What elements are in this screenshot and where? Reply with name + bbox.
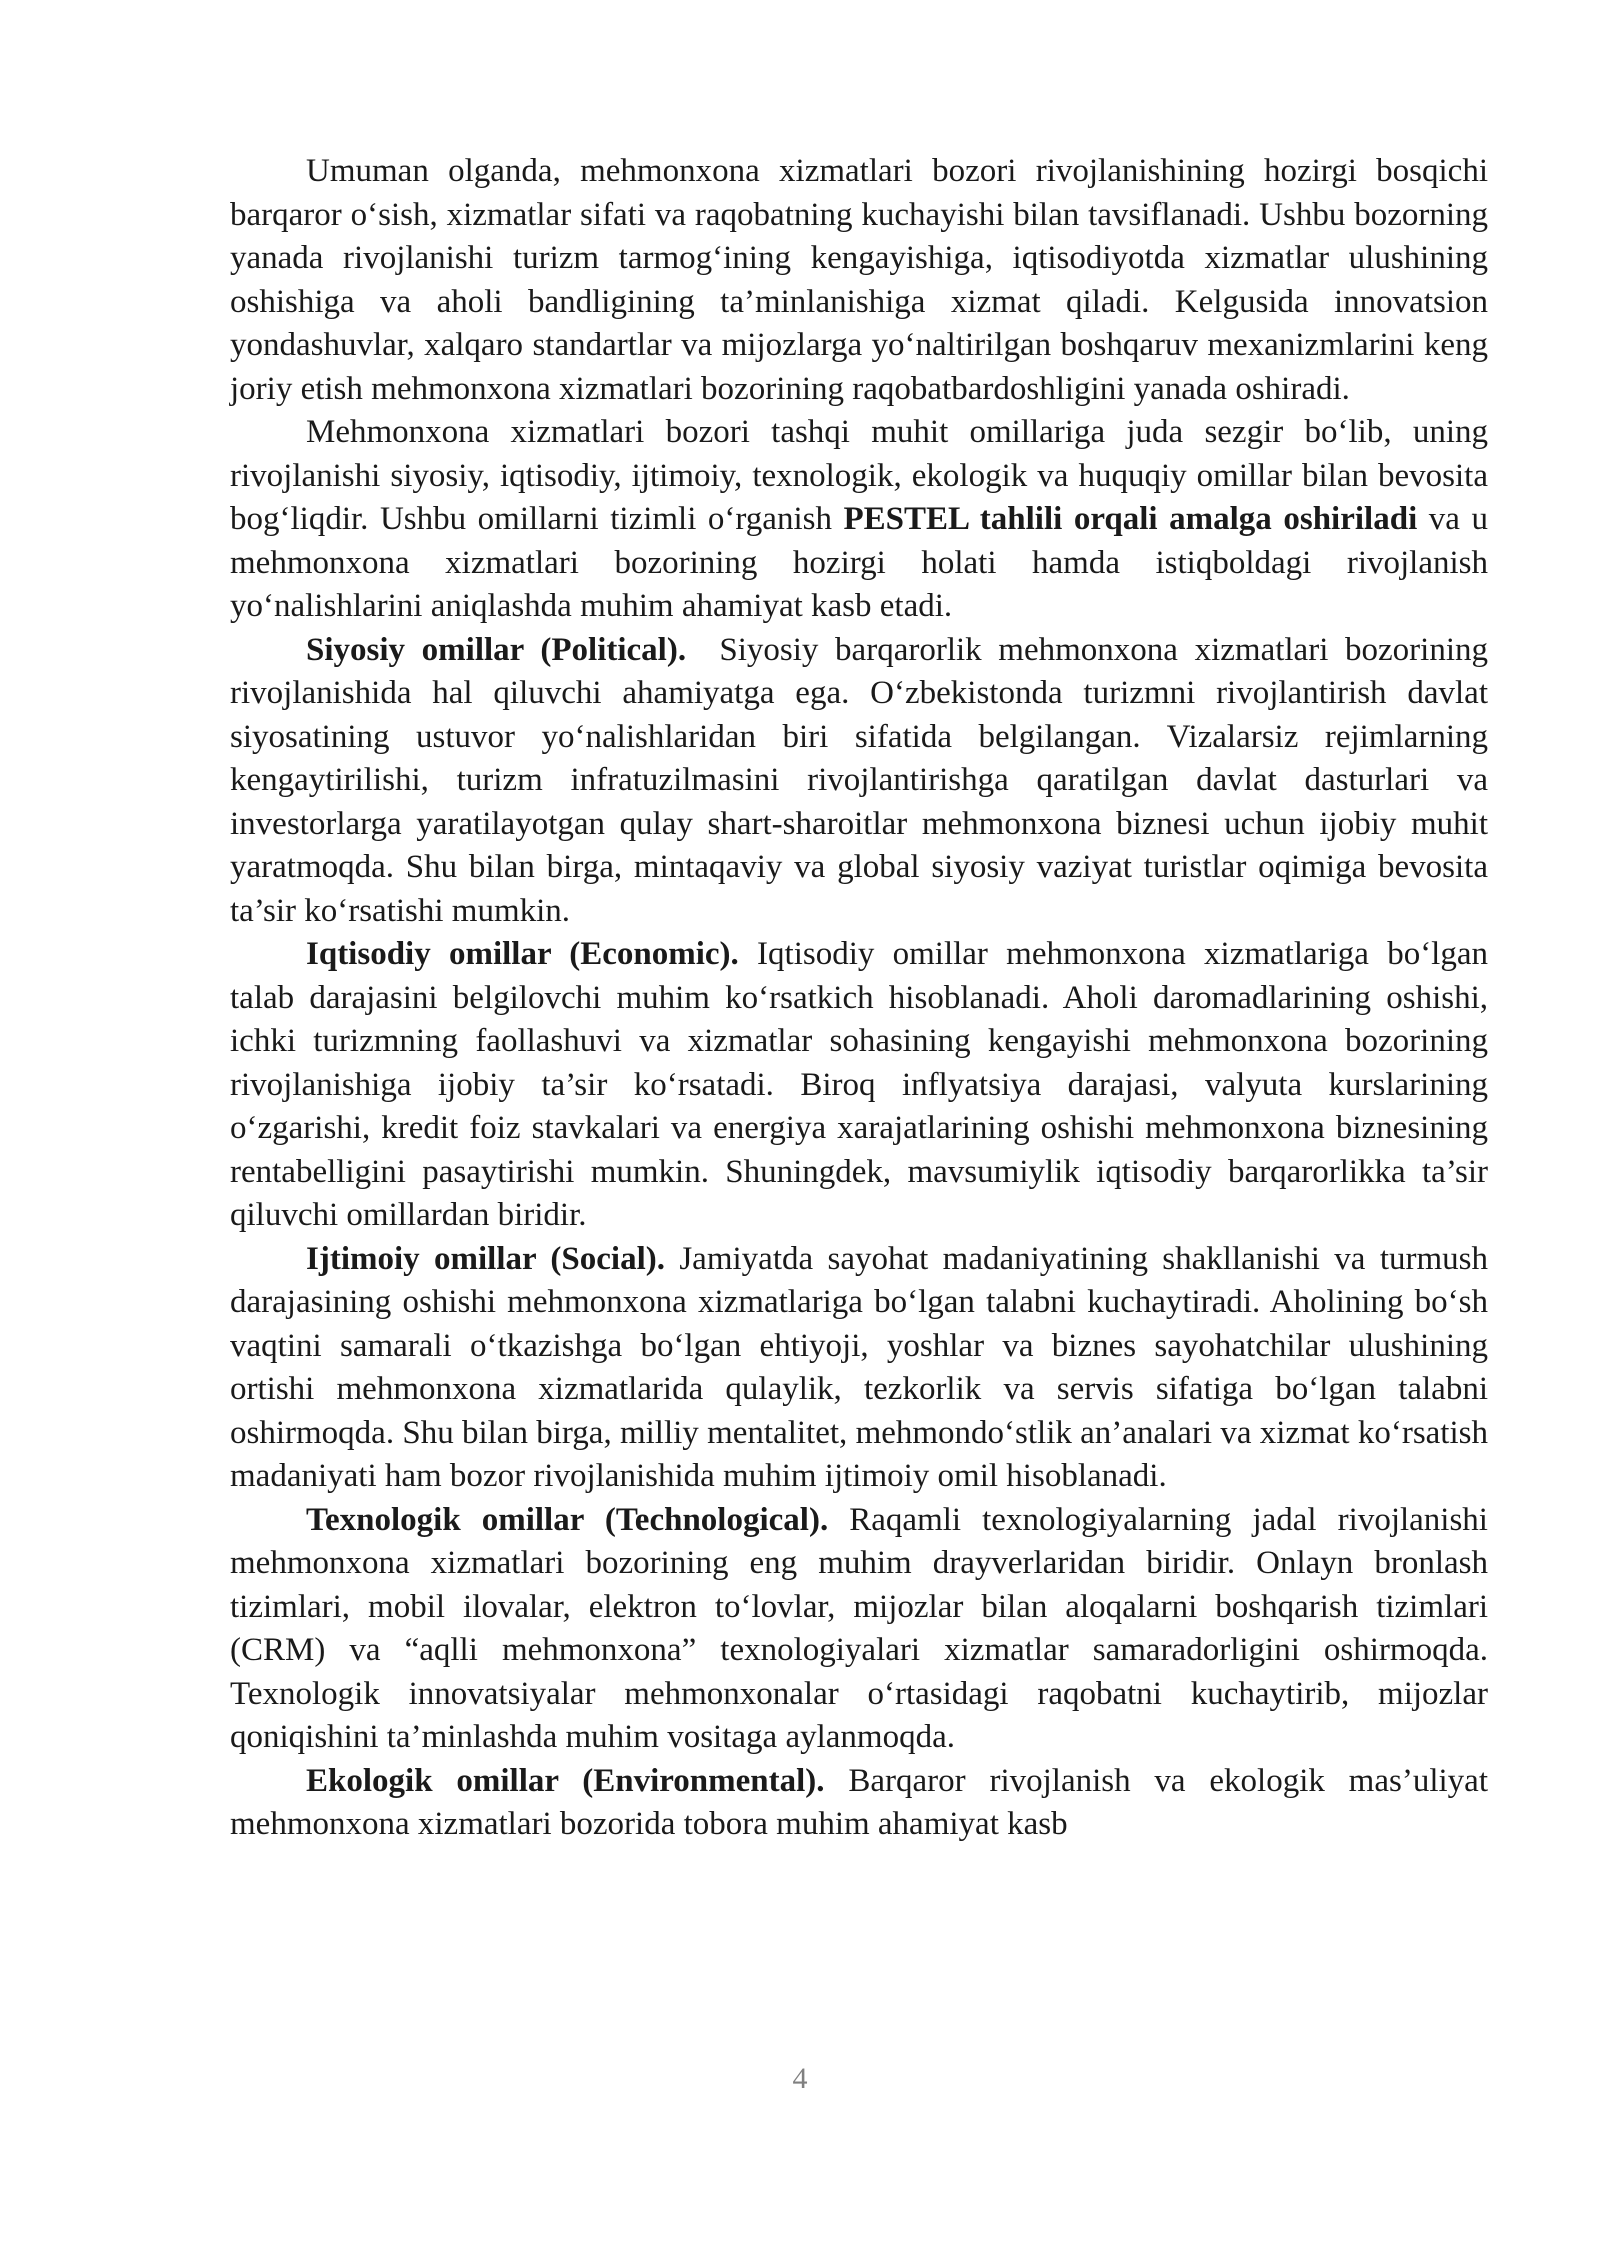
paragraph-heading: Ekologik omillar (Environmental).: [306, 1762, 825, 1799]
paragraph-text-before: Mehmonxona xizmatlari bozori tashqi muhit omillariga juda sezgir bo‘lib, uning rivojlanishi siyosiy, iqtisodiy, ijtimoiy, texnologik, ekologik va huquqiy omillar bilan bevosita bog‘liqdir. Ushbu omillarni tizimli o‘rganish: [230, 414, 1488, 537]
paragraph-bold-phrase: PESTEL tahlili orqali amalga oshiriladi: [843, 501, 1418, 537]
paragraph-technological: [230, 1499, 1488, 1760]
paragraph-text: Iqtisodiy omillar mehmonxona xizmatlariga bo‘lgan talab darajasini belgilovchi muhim ko‘rsatkich hisoblanadi. Aholi daromadlarining oshishi, ichki turizmning faollashuvi va xizmatlar sohasining kengayishi mehmonxona bozorining rivojlanishiga ijobiy ta’sir ko‘rsatadi. Biroq inflyatsiya darajasi, valyuta kurslarining o‘zgarishi, kredit foiz stavkalari va energiya xarajatlarining oshishi mehmonxona biznesining rentabelligini pasaytirishi mumkin. Shuningdek, mavsumiylik iqtisodiy barqarorlikka ta’sir qiluvchi omillardan biridir.: [230, 936, 1488, 1233]
paragraph-text: Umuman olganda, mehmonxona xizmatlari bozori rivojlanishining hozirgi bosqichi barqaror o‘sish, xizmatlar sifati va raqobatning kuchayishi bilan tavsiflanadi. Ushbu bozorning yanada rivojlanishi turizm tarmog‘ining kengayishiga, iqtisodiyotda xizmatlar ulushining oshishiga va aholi bandligining ta’minlanishiga xizmat qiladi. Kelgusida innovatsion yondashuvlar, xalqaro standartlar va mijozlarga yo‘naltirilgan boshqaruv mexanizmlarini keng joriy etish mehmonxona xizmatlari bozorining raqobatbardoshligini yanada oshiradi.: [230, 153, 1488, 407]
page-number: 4: [792, 2062, 808, 2095]
paragraph-heading: Texnologik omillar (Technological).: [306, 1501, 829, 1538]
paragraph-text: Jamiyatda sayohat madaniyatining shakllanishi va turmush darajasining oshishi mehmonxona xizmatlariga bo‘lgan talabni kuchaytiradi. Aholining bo‘sh vaqtini samarali o‘tkazishga bo‘lgan ehtiyoji, yoshlar va biznes sayohatchilar ulushining ortishi mehmonxona xizmatlarida qulaylik, tezkorlik va servis sifatiga bo‘lgan talabni oshirmoqda. Shu bilan birga, milliy mentalitet, mehmondo‘stlik an’analari va xizmat ko‘rsatish madaniyati ham bozor rivojlanishida muhim ijtimoiy omil hisoblanadi.: [230, 1240, 1488, 1494]
paragraph-social: [230, 1238, 1488, 1499]
paragraph-economic: [230, 933, 1488, 1238]
paragraph-heading: Siyosiy omillar (Political).: [306, 631, 687, 668]
paragraph-heading: Ijtimoiy omillar (Social).: [306, 1240, 665, 1277]
paragraph-heading: Iqtisodiy omillar (Economic).: [306, 936, 739, 972]
paragraph-text: Barqaror rivojlanish va ekologik mas’uliyat mehmonxona xizmatlari bozorida tobora muhim ahamiyat kasb: [230, 1762, 1488, 1842]
paragraph-environmental: [230, 1760, 1488, 1847]
document-body: [230, 150, 1497, 1847]
paragraph-text: Raqamli texnologiyalarning jadal rivojlanishi mehmonxona xizmatlari bozorining eng muhim drayverlaridan biridir. Onlayn bronlash tizimlari, mobil ilovalar, elektron to‘lovlar, mijozlar bilan aloqalarni boshqarish tizimlari (CRM) va “aqlli mehmonxona” texnologiyalari xizmatlar samaradorligini oshirmoqda. Texnologik innovatsiyalar mehmonxonalar o‘rtasidagi raqobatni kuchaytirib, mijozlar qoniqishini ta’minlashda muhim vositaga aylanmoqda.: [230, 1501, 1488, 1755]
paragraph-political: [230, 629, 1497, 934]
paragraph-intro: [230, 150, 1488, 411]
paragraph-text-after: va u mehmonxona xizmatlari bozorining hozirgi holati hamda istiqboldagi rivojlanish yo‘nalishlarini aniqlashda muhim ahamiyat kasb etadi.: [230, 501, 1488, 624]
paragraph-pestel: [230, 411, 1488, 629]
paragraph-text: Siyosiy barqarorlik mehmonxona xizmatlari bozorining rivojlanishida hal qiluvchi ahamiyatga ega. O‘zbekistonda turizmni rivojlantirish davlat siyosatining ustuvor yo‘nalishlaridan biri sifatida belgilangan. Vizalarsiz rejimlarning kengaytirilishi, turizm infratuzilmasini rivojlantirishga qaratilgan davlat dasturlari va investorlarga yaratilayotgan qulay shart-sharoitlar mehmonxona biznesi uchun ijobiy muhit yaratmoqda. Shu bilan birga, mintaqaviy va global siyosiy vaziyat turistlar oqimiga bevosita ta’sir ko‘rsatishi mumkin.: [230, 631, 1497, 929]
